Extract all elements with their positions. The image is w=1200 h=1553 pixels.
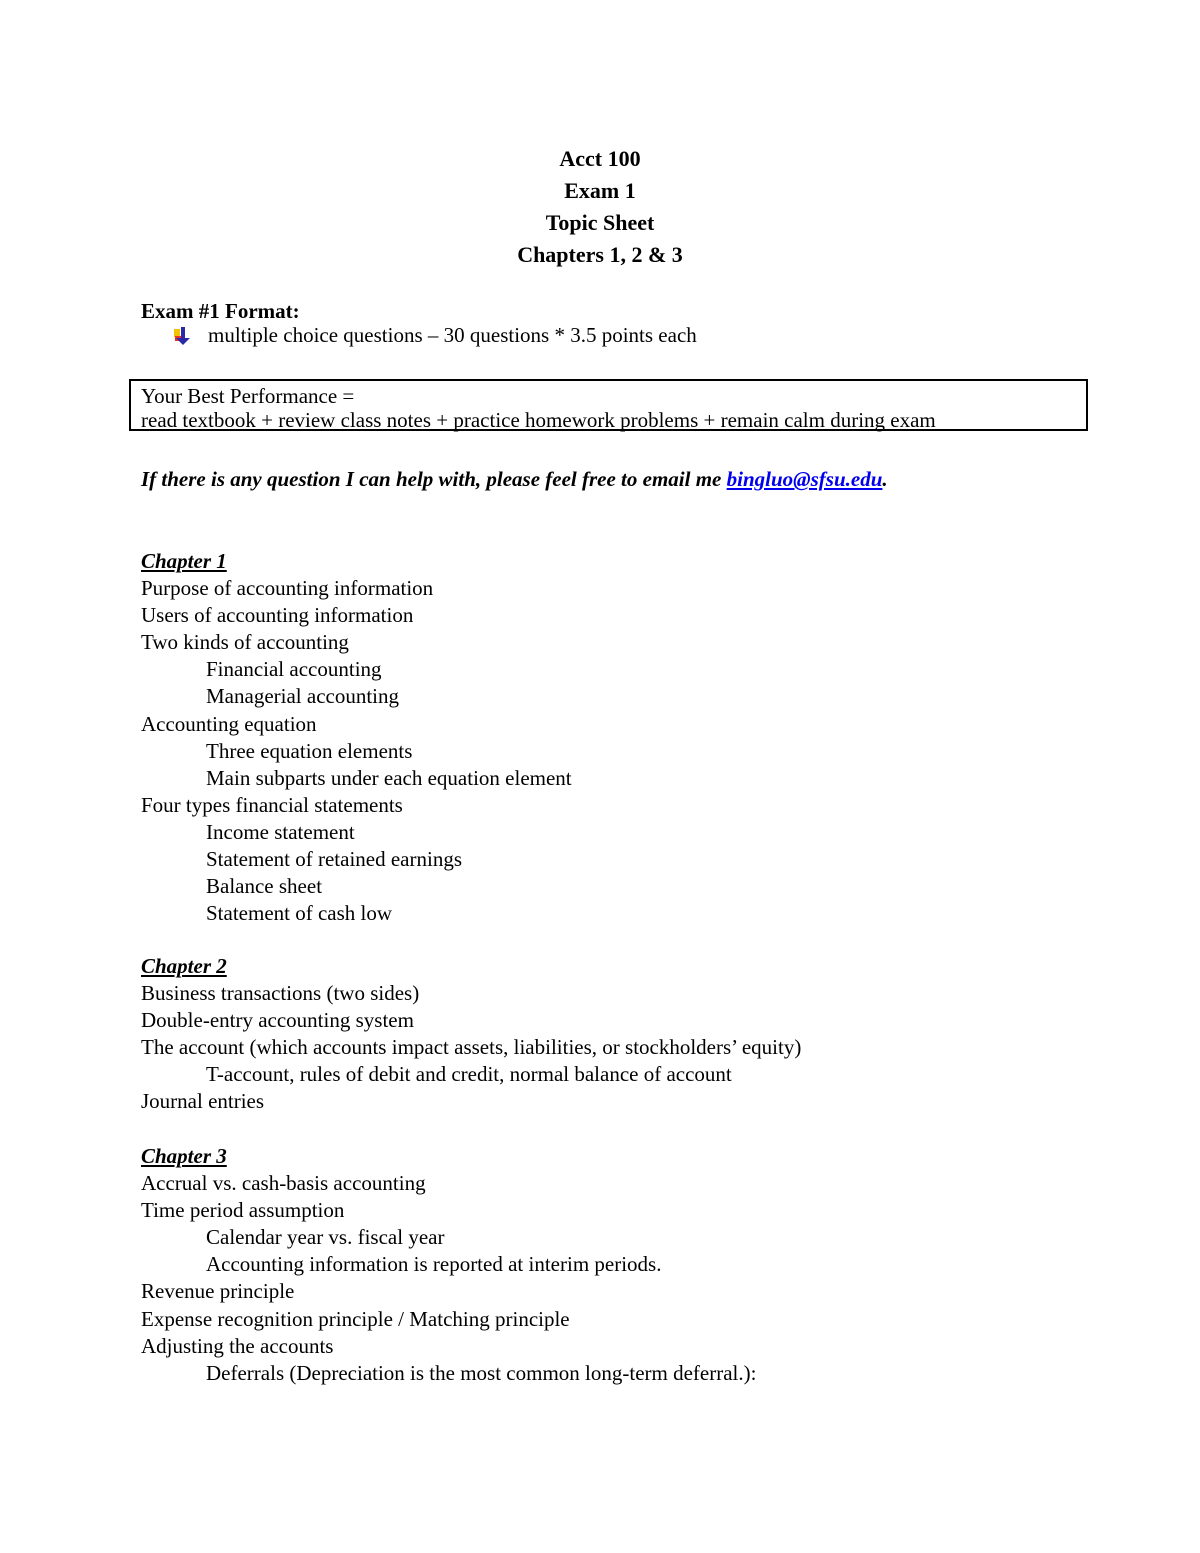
chapter-2-topics [141, 980, 801, 1115]
topic-item: Expense recognition principle / Matching principle [141, 1306, 570, 1331]
sub-topic-item: T-account, rules of debit and credit, normal balance of account [206, 1062, 732, 1087]
topic-item: Adjusting the accounts [141, 1333, 334, 1358]
format-item-text: multiple choice questions – 30 questions * 3.5 points each [208, 323, 697, 347]
topic-item: Accrual vs. cash-basis accounting [141, 1171, 426, 1196]
chapter-2-heading: Chapter 2 [141, 954, 227, 978]
format-list-item [172, 323, 697, 348]
performance-line-1: Your Best Performance = [141, 384, 355, 408]
topic-item: Time period assumption [141, 1198, 345, 1223]
title-block [0, 143, 1200, 271]
topic-item: Users of accounting information [141, 603, 414, 628]
best-performance-box [129, 379, 1088, 431]
exam-title: Exam 1 [564, 178, 636, 203]
topic-item: Two kinds of accounting [141, 630, 349, 655]
sub-topic-item: Balance sheet [206, 874, 323, 899]
sub-topic-item: Statement of cash low [206, 901, 393, 926]
sub-topic-item: Main subparts under each equation element [206, 765, 572, 790]
topic-item: The account (which accounts impact assets, liabilities, or stockholders’ equity) [141, 1035, 802, 1060]
topic-item: Purpose of accounting information [141, 576, 434, 601]
chapter-3-heading: Chapter 3 [141, 1144, 227, 1168]
contact-line [141, 467, 888, 492]
performance-line-2: read textbook + review class notes + practice homework problems + remain calm during exam [141, 408, 936, 432]
chapter-3-section [141, 1143, 756, 1387]
format-heading: Exam #1 Format: [141, 299, 300, 323]
topic-item: Four types financial statements [141, 792, 403, 817]
contact-text: If there is any question I can help with, please feel free to email me [141, 467, 727, 491]
chapters-title: Chapters 1, 2 & 3 [517, 242, 683, 267]
sub-topic-item: Financial accounting [206, 657, 382, 682]
sub-topic-item: Income statement [206, 819, 355, 844]
sub-topic-item: Deferrals (Depreciation is the most common long-term deferral.): [206, 1360, 757, 1385]
down-arrow-bullet-icon [172, 325, 194, 347]
topic-item: Business transactions (two sides) [141, 981, 420, 1006]
chapter-2-section [141, 953, 801, 1116]
chapter-1-topics [141, 575, 572, 927]
chapter-1-section [141, 548, 572, 927]
sheet-title: Topic Sheet [545, 210, 655, 235]
sub-topic-item: Three equation elements [206, 738, 413, 763]
chapter-3-topics [141, 1170, 756, 1387]
email-link[interactable]: bingluo@sfsu.edu [726, 467, 883, 491]
topic-item: Journal entries [141, 1089, 265, 1114]
topic-item: Revenue principle [141, 1279, 295, 1304]
topic-item: Double-entry accounting system [141, 1008, 414, 1033]
sub-topic-item: Statement of retained earnings [206, 847, 462, 872]
chapter-1-heading: Chapter 1 [141, 549, 227, 573]
topic-item: Accounting equation [141, 711, 317, 736]
sub-topic-item: Accounting information is reported at interim periods. [206, 1252, 662, 1277]
sub-topic-item: Calendar year vs. fiscal year [206, 1225, 445, 1250]
course-title: Acct 100 [559, 146, 641, 171]
sub-topic-item: Managerial accounting [206, 684, 399, 709]
contact-trailing: . [882, 467, 888, 491]
